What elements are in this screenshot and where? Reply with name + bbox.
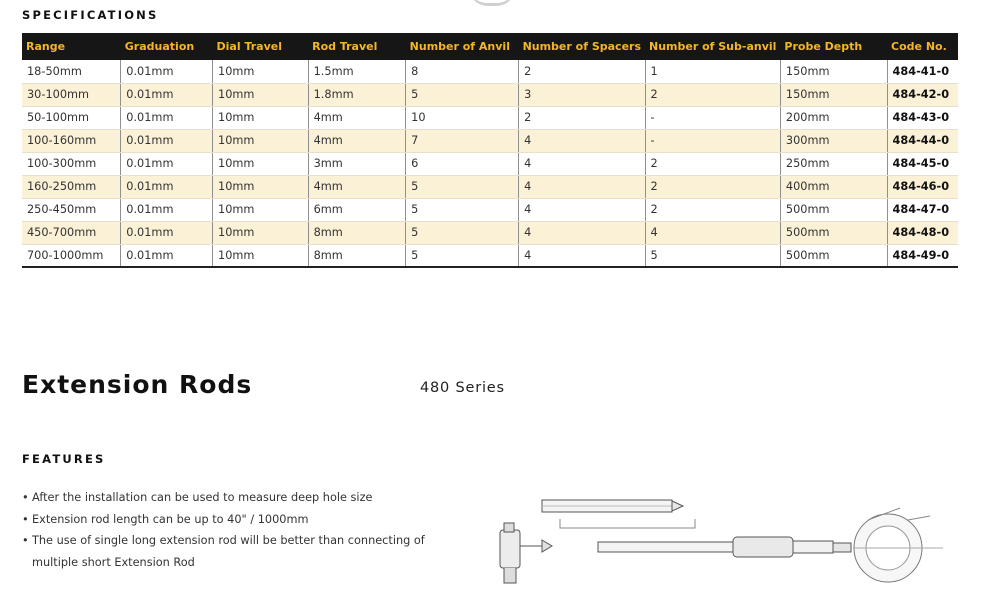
table-row (22, 198, 958, 221)
table-row (22, 175, 958, 198)
column-header-code-no: Code No. (887, 33, 958, 60)
cell-graduation: 0.01mm (121, 83, 213, 106)
cell-range: 160-250mm (22, 175, 121, 198)
cell-number-of-sub-anvil: 2 (645, 83, 780, 106)
cell-number-of-sub-anvil: 5 (645, 244, 780, 267)
cell-code-no: 484-46-0 (887, 175, 958, 198)
specifications-table (22, 33, 958, 268)
cell-graduation: 0.01mm (121, 198, 213, 221)
column-header-number-of-sub-anvil: Number of Sub-anvil (645, 33, 780, 60)
cell-rod-travel: 1.8mm (308, 83, 406, 106)
cell-probe-depth: 400mm (780, 175, 887, 198)
cell-dial-travel: 10mm (213, 175, 309, 198)
cell-range: 30-100mm (22, 83, 121, 106)
table-header-row (22, 33, 958, 60)
cell-rod-travel: 8mm (308, 244, 406, 267)
cell-number-of-anvil: 6 (406, 152, 519, 175)
cell-number-of-spacers: 4 (519, 244, 645, 267)
cell-graduation: 0.01mm (121, 244, 213, 267)
list-item (22, 509, 442, 531)
cell-dial-travel: 10mm (213, 221, 309, 244)
cell-code-no: 484-49-0 (887, 244, 958, 267)
cell-probe-depth: 300mm (780, 129, 887, 152)
cell-graduation: 0.01mm (121, 129, 213, 152)
cell-code-no: 484-44-0 (887, 129, 958, 152)
cell-number-of-spacers: 2 (519, 106, 645, 129)
cell-dial-travel: 10mm (213, 198, 309, 221)
specifications-heading: SPECIFICATIONS (22, 8, 159, 22)
column-header-number-of-spacers: Number of Spacers (519, 33, 645, 60)
cell-number-of-anvil: 5 (406, 244, 519, 267)
cell-graduation: 0.01mm (121, 175, 213, 198)
column-header-graduation: Graduation (121, 33, 213, 60)
cell-range: 100-300mm (22, 152, 121, 175)
cell-dial-travel: 10mm (213, 244, 309, 267)
cell-dial-travel: 10mm (213, 152, 309, 175)
cell-graduation: 0.01mm (121, 106, 213, 129)
cell-graduation: 0.01mm (121, 221, 213, 244)
features-list (22, 487, 442, 573)
cell-rod-travel: 4mm (308, 129, 406, 152)
table-row (22, 244, 958, 267)
cell-code-no: 484-41-0 (887, 60, 958, 83)
column-header-range: Range (22, 33, 121, 60)
cell-graduation: 0.01mm (121, 152, 213, 175)
list-item (22, 530, 442, 573)
cell-code-no: 484-45-0 (887, 152, 958, 175)
cell-code-no: 484-47-0 (887, 198, 958, 221)
cell-number-of-spacers: 4 (519, 198, 645, 221)
product-title: Extension Rods (22, 370, 253, 399)
cell-number-of-spacers: 2 (519, 60, 645, 83)
column-header-probe-depth: Probe Depth (780, 33, 887, 60)
cell-probe-depth: 500mm (780, 244, 887, 267)
table-row (22, 60, 958, 83)
cell-dial-travel: 10mm (213, 60, 309, 83)
cell-number-of-anvil: 5 (406, 198, 519, 221)
cell-code-no: 484-42-0 (887, 83, 958, 106)
cell-dial-travel: 10mm (213, 106, 309, 129)
cell-range: 450-700mm (22, 221, 121, 244)
cell-range: 18-50mm (22, 60, 121, 83)
cell-number-of-sub-anvil: - (645, 129, 780, 152)
cell-probe-depth: 500mm (780, 221, 887, 244)
cell-dial-travel: 10mm (213, 129, 309, 152)
cell-rod-travel: 4mm (308, 106, 406, 129)
cell-rod-travel: 6mm (308, 198, 406, 221)
table-row (22, 106, 958, 129)
cell-range: 100-160mm (22, 129, 121, 152)
product-series: 480 Series (420, 380, 505, 396)
cell-number-of-spacers: 4 (519, 152, 645, 175)
cell-probe-depth: 500mm (780, 198, 887, 221)
cell-number-of-anvil: 5 (406, 83, 519, 106)
cell-number-of-spacers: 3 (519, 83, 645, 106)
cell-probe-depth: 150mm (780, 60, 887, 83)
cell-rod-travel: 1.5mm (308, 60, 406, 83)
cell-number-of-sub-anvil: 2 (645, 175, 780, 198)
cell-rod-travel: 4mm (308, 175, 406, 198)
column-header-rod-travel: Rod Travel (308, 33, 406, 60)
cell-probe-depth: 250mm (780, 152, 887, 175)
cell-range: 700-1000mm (22, 244, 121, 267)
bullet-icon: • (22, 512, 29, 526)
table-row (22, 152, 958, 175)
table-row (22, 129, 958, 152)
feature-text: The use of single long extension rod will be better than connecting of multiple short Extension Rod (32, 534, 425, 569)
decorative-arc (468, 0, 516, 6)
cell-rod-travel: 8mm (308, 221, 406, 244)
feature-text: Extension rod length can be up to 40" / 1000mm (32, 512, 309, 526)
cell-code-no: 484-43-0 (887, 106, 958, 129)
cell-number-of-sub-anvil: 2 (645, 152, 780, 175)
cell-code-no: 484-48-0 (887, 221, 958, 244)
feature-text: After the installation can be used to measure deep hole size (32, 491, 373, 504)
extension-rod-illustration (480, 488, 950, 598)
column-header-number-of-anvil: Number of Anvil (406, 33, 519, 60)
bullet-icon: • (22, 491, 29, 504)
column-header-dial-travel: Dial Travel (213, 33, 309, 60)
cell-number-of-sub-anvil: 4 (645, 221, 780, 244)
cell-number-of-sub-anvil: - (645, 106, 780, 129)
cell-number-of-anvil: 8 (406, 60, 519, 83)
cell-number-of-anvil: 5 (406, 221, 519, 244)
cell-rod-travel: 3mm (308, 152, 406, 175)
cell-probe-depth: 200mm (780, 106, 887, 129)
cell-number-of-spacers: 4 (519, 175, 645, 198)
table-row (22, 83, 958, 106)
cell-graduation: 0.01mm (121, 60, 213, 83)
cell-number-of-sub-anvil: 1 (645, 60, 780, 83)
cell-number-of-anvil: 10 (406, 106, 519, 129)
table-row (22, 221, 958, 244)
cell-number-of-anvil: 7 (406, 129, 519, 152)
list-item (22, 487, 442, 509)
features-heading: FEATURES (22, 452, 106, 466)
cell-dial-travel: 10mm (213, 83, 309, 106)
cell-number-of-anvil: 5 (406, 175, 519, 198)
cell-number-of-spacers: 4 (519, 221, 645, 244)
cell-range: 50-100mm (22, 106, 121, 129)
cell-number-of-sub-anvil: 2 (645, 198, 780, 221)
cell-probe-depth: 150mm (780, 83, 887, 106)
cell-range: 250-450mm (22, 198, 121, 221)
bullet-icon: • (22, 534, 29, 547)
cell-number-of-spacers: 4 (519, 129, 645, 152)
